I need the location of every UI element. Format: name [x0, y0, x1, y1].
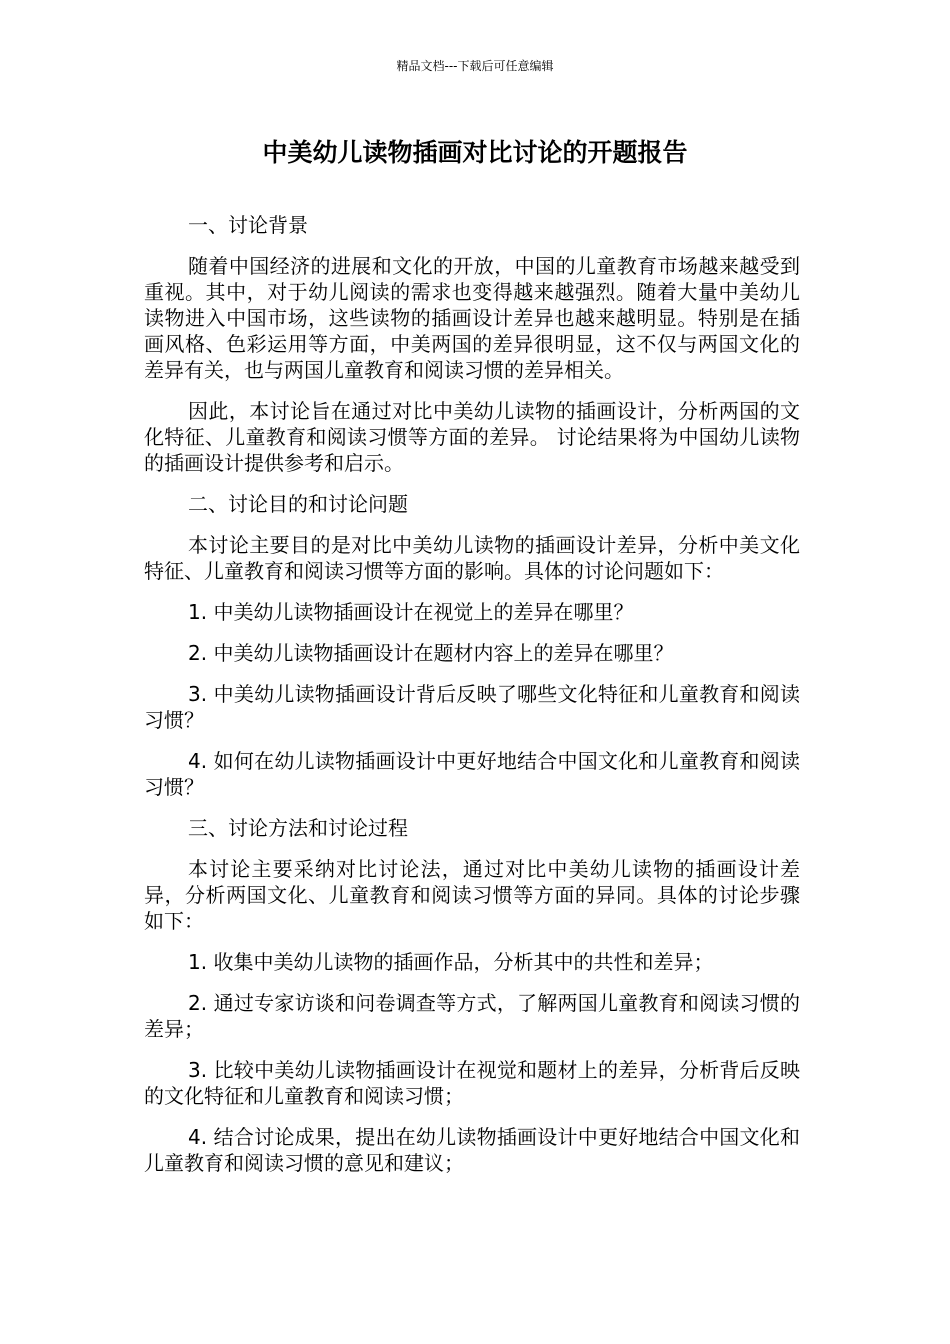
list-item: 4. 如何在幼儿读物插画设计中更好地结合中国文化和儿童教育和阅读习惯？ [144, 749, 800, 799]
list-item: 4. 结合讨论成果，提出在幼儿读物插画设计中更好地结合中国文化和儿童教育和阅读习惯的意见和建议； [144, 1125, 800, 1175]
list-item: 2. 中美幼儿读物插画设计在题材内容上的差异在哪里？ [188, 641, 674, 665]
list-item: 1. 收集中美幼儿读物的插画作品，分析其中的共性和差异； [188, 950, 714, 974]
list-item: 2. 通过专家访谈和问卷调查等方式，了解两国儿童教育和阅读习惯的差异； [144, 991, 800, 1041]
header-note: 精品文档---下载后可任意编辑 [396, 59, 554, 73]
section-heading: 三、讨论方法和讨论过程 [188, 816, 408, 840]
section-background [144, 212, 800, 476]
section-methods-process [144, 815, 800, 1176]
list-item: 1. 中美幼儿读物插画设计在视觉上的差异在哪里？ [188, 600, 634, 624]
section-purpose-questions [144, 491, 800, 800]
document-title: 中美幼儿读物插画对比讨论的开题报告 [262, 138, 688, 167]
paragraph: 本讨论主要目的是对比中美幼儿读物的插画设计差异，分析中美文化特征、儿童教育和阅读习惯等方面的影响。具体的讨论问题如下： [144, 533, 800, 583]
paragraph: 随着中国经济的进展和文化的开放，中国的儿童教育市场越来越受到重视。其中，对于幼儿阅读的需求也变得越来越强烈。随着大量中美幼儿读物进入中国市场，这些读物的插画设计差异也越来越明显。特别是在插画风格、色彩运用等方面，中美两国的差异很明显，这不仅与两国文化的差异有关，也与两国儿童教育和阅读习惯的差异相关。 [144, 254, 800, 382]
section-heading: 二、讨论目的和讨论问题 [188, 492, 408, 516]
section-heading: 一、讨论背景 [188, 213, 308, 237]
list-item: 3. 比较中美幼儿读物插画设计在视觉和题材上的差异，分析背后反映的文化特征和儿童教育和阅读习惯； [144, 1058, 800, 1108]
paragraph: 因此，本讨论旨在通过对比中美幼儿读物的插画设计，分析两国的文化特征、儿童教育和阅读习惯等方面的差异。 讨论结果将为中国幼儿读物的插画设计提供参考和启示。 [144, 399, 800, 475]
paragraph: 本讨论主要采纳对比讨论法，通过对比中美幼儿读物的插画设计差异，分析两国文化、儿童教育和阅读习惯等方面的异同。具体的讨论步骤如下： [144, 857, 800, 933]
document-body [144, 212, 800, 1191]
list-item: 3. 中美幼儿读物插画设计背后反映了哪些文化特征和儿童教育和阅读习惯？ [144, 682, 800, 732]
